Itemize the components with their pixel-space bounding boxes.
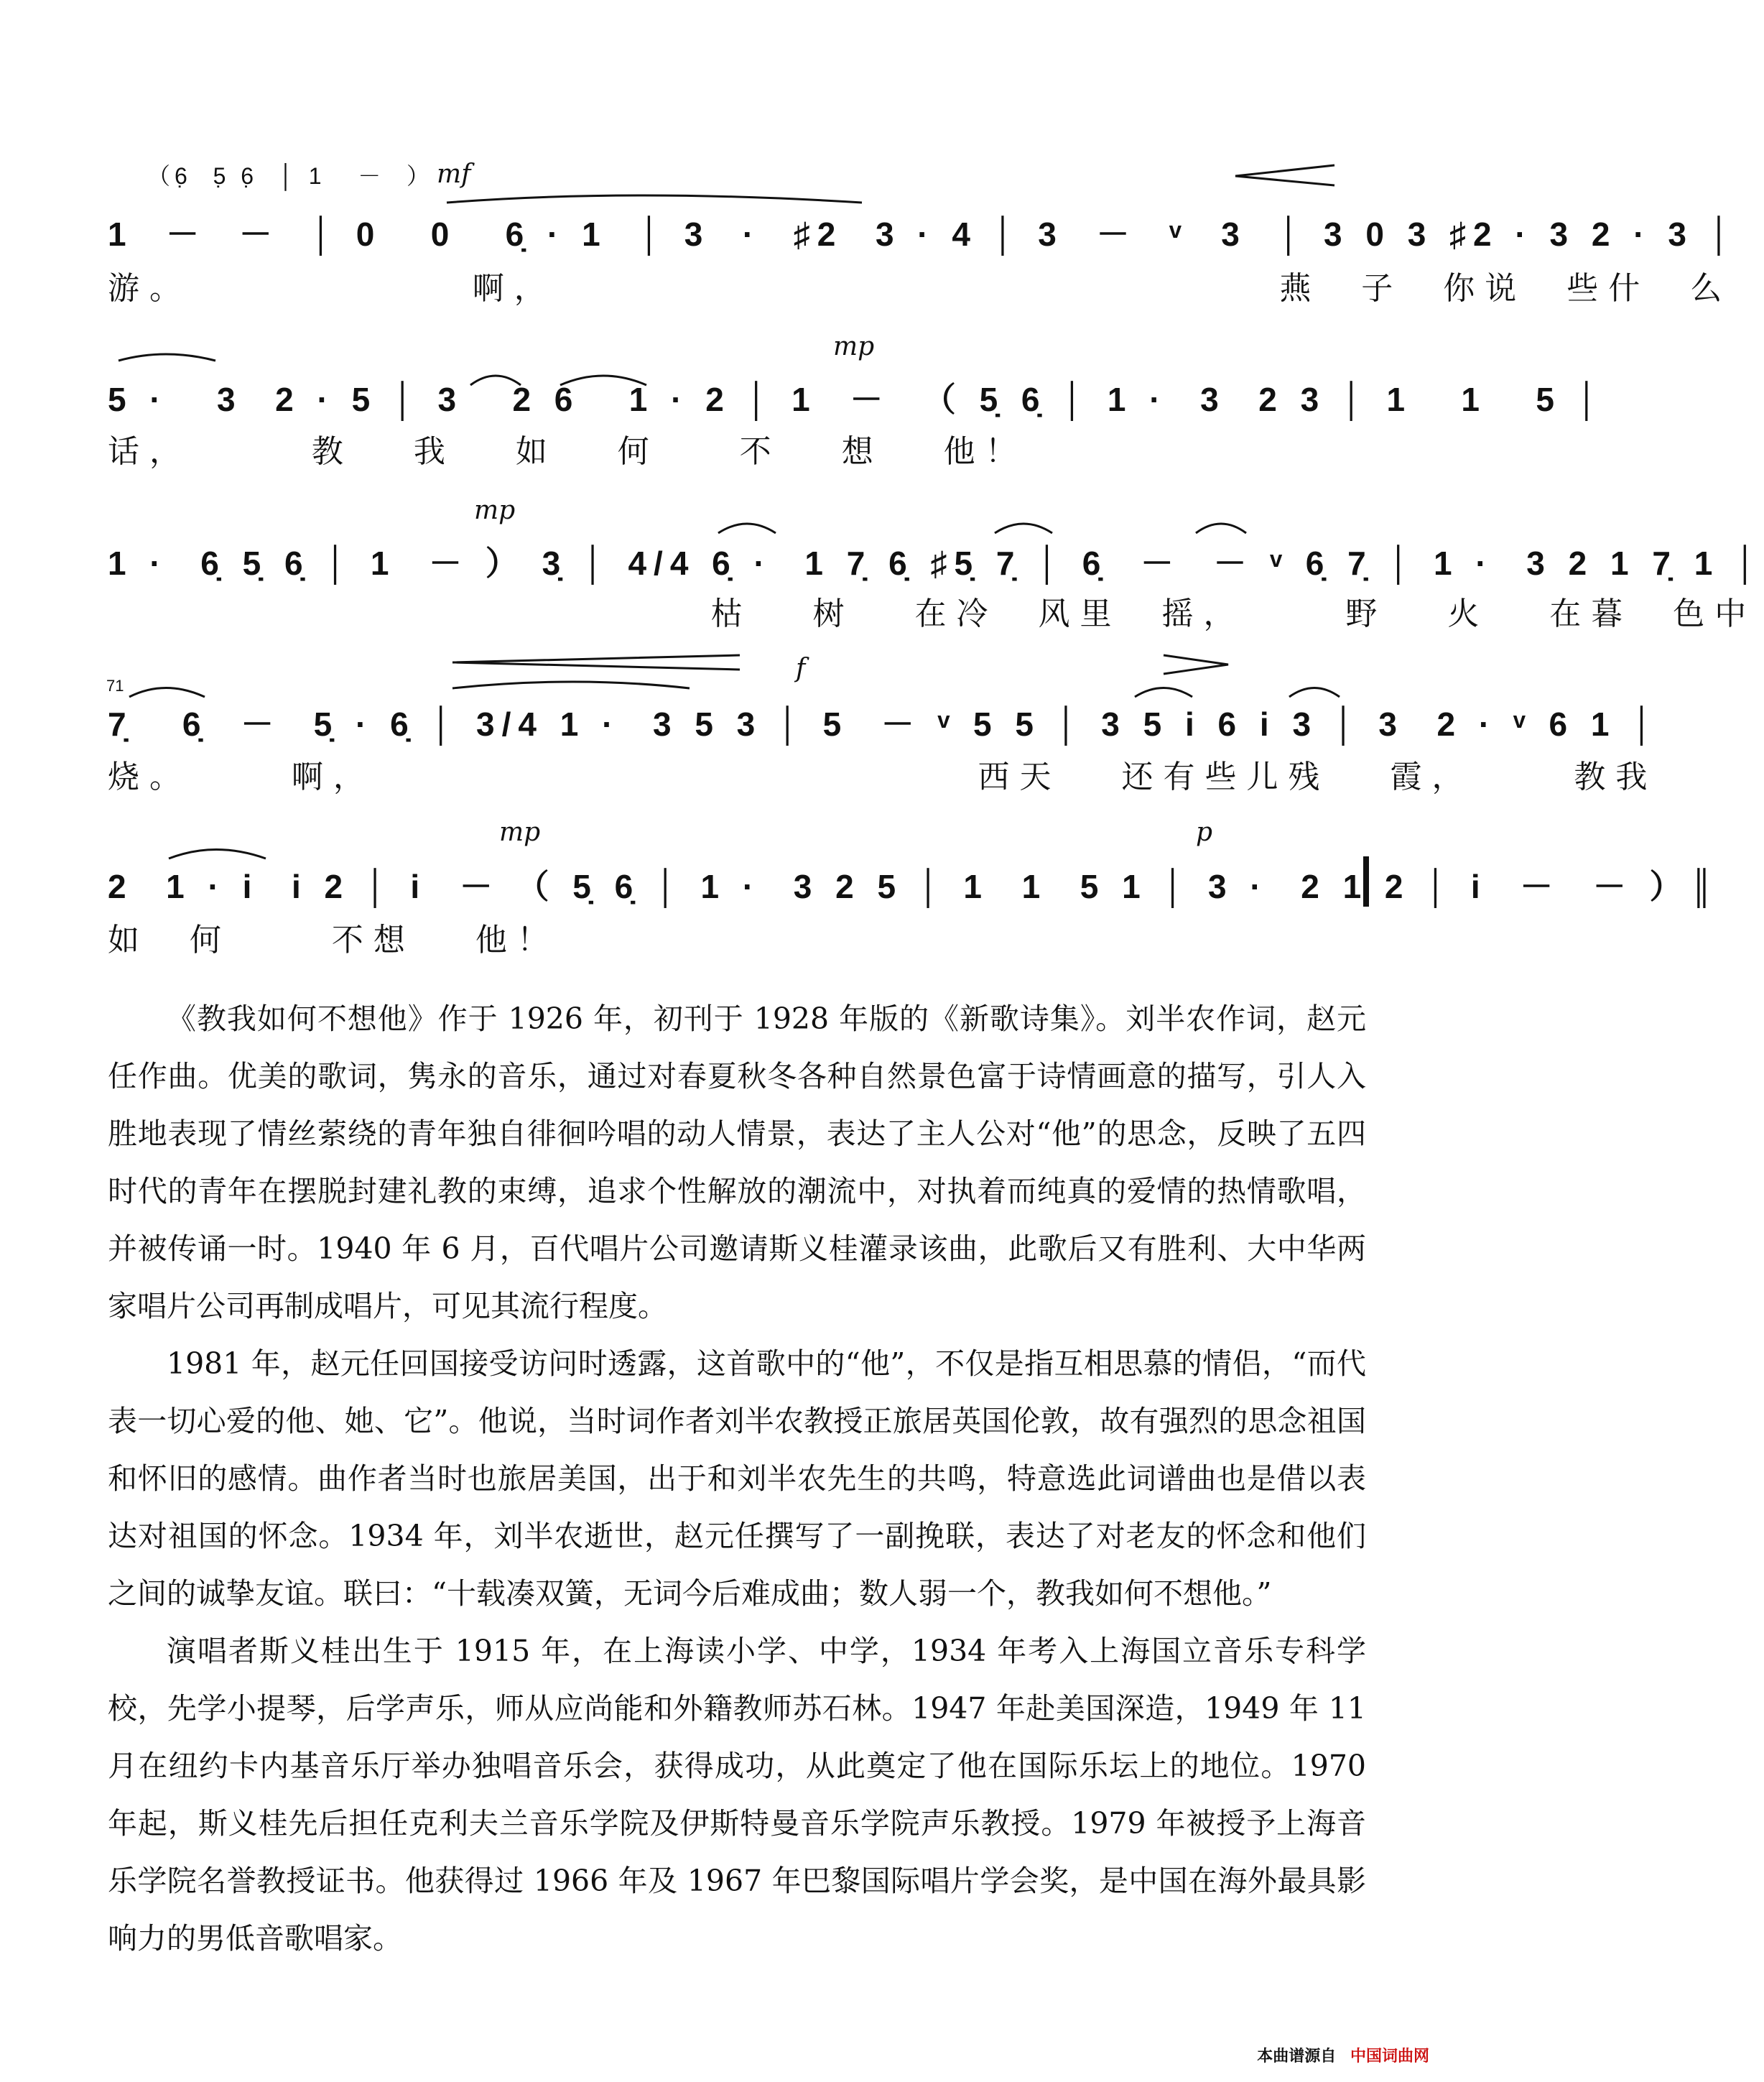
article-body — [108, 990, 1366, 1967]
dynamic-p: p — [1196, 818, 1213, 847]
lyric-line-4: 烧。 啊， 西天 还有些儿残 霞， 教我 — [108, 759, 1658, 795]
paragraph-3: 演唱者斯义桂出生于 1915 年，在上海读小学、中学，1934 年考入上海国立音乐专科学校，先学小提琴，后学声乐，师从应尚能和外籍教师苏石林。1947 年赴美国深造，1949 年 11 月在纽约卡内基音乐厅举办独唱音乐会，获得成功，从此奠定了他在国际乐坛上的地位。1970 年起，斯义桂先后担任克利夫兰音乐学院及伊斯特曼音乐学院声乐教授。1979 年被授予上海音乐学院名誉教授证书。他获得过 1966 年及 1967 年巴黎国际唱片学会奖，是中国在海外最具影响力的男低音歌唱家。 — [108, 1634, 1366, 1956]
paragraph-2: 1981 年，赵元任回国接受访问时透露，这首歌中的“他”，不仅是指互相思慕的情侣，“而代表一切心爱的他、她、它”。他说，当时词作者刘半农教授正旅居英国伦敦，故有强烈的思念祖国和怀旧的感情。曲作者当时也旅居美国，出于和刘半农先生的共鸣，特意选此词谱曲也是借以表达对祖国的怀念。1934 年，刘半农逝世，赵元任撰写了一副挽联，表达了对老友的怀念和他们之间的诚挚友谊。联曰：“十载凑双簧，无词今后难成曲；数人弱一个，教我如何不想他。” — [108, 1346, 1366, 1611]
score-system-3: 1 · 6̣ 5̣ 6̣ │ 1 － ） 3̣ │ 4/4 6̣ · 1 7̣ 6̣ ♯5̣ 7̣ │ 6̣ － － ᵛ 6̣ 7̣ │ 1 · 3 2 1 7̣ 1 │ — [108, 545, 1764, 582]
dynamic-f: f — [796, 654, 806, 683]
score-system-1: 1 － － │ 0 0 6̣ · 1 │ 3 · ♯2 3 · 4 │ 3 － ᵛ 3 │ 3 0 3 ♯2 · 3 2 · 3 │ — [108, 216, 1738, 253]
dynamic-mp: mp — [474, 496, 516, 525]
phrase-slur-4 — [452, 682, 690, 688]
dynamic-mf: mf — [437, 159, 471, 189]
lyric-line-5: 如 何 不想 他！ — [108, 922, 559, 958]
dynamic-mp: mp — [499, 818, 541, 847]
dynamic-mp: mp — [833, 332, 875, 361]
measure-number: 71 — [106, 677, 124, 695]
slur-4a — [129, 688, 205, 698]
slur-4b — [1135, 688, 1192, 698]
slur-4c — [1289, 688, 1340, 698]
score-system-2: 5 · 3 2 · 5 │ 3 2 6 1 · 2 │ 1 － （ 5̣ 6̣ │ 1 · 3 2 3 │ 1 1 5 │ — [108, 381, 1606, 418]
score-system-5: 2 1 · i i 2 │ i － （ 5̣ 6̣ │ 1 · 3 2 5 │ 1 1 5 1 │ 3 · 2 1 2 │ i － － ）║ — [108, 868, 1721, 905]
paragraph-1: 《教我如何不想他》作于 1926 年，初刊于 1928 年版的《新歌诗集》。刘半农作词，赵元任作曲。优美的歌词，隽永的音乐，通过对春夏秋冬各种自然景色富于诗情画意的描写，引人入胜地表现了情丝萦绕的青年独自徘徊吟唱的动人情景，表达了主人公对“他”的思念，反映了五四时代的青年在摆脱封建礼教的束缚，追求个性解放的潮流中，对执着而纯真的爱情的热情歌唱，并被传诵一时。1940 年 6 月，百代唱片公司邀请斯义桂灌录该曲，此歌后又有胜利、大中华两家唱片公司再制成唱片，可见其流行程度。 — [108, 1001, 1366, 1323]
lyric-line-1: 游。 啊， 燕 子 你说 些什 么 — [108, 270, 1732, 307]
slur-3a — [718, 524, 776, 533]
decrescendo-4 — [1164, 655, 1228, 674]
source-label: 本曲谱源自 — [1257, 2048, 1337, 2065]
crescendo-4 — [452, 655, 740, 670]
slur-5a — [169, 850, 266, 859]
slur-3b — [995, 524, 1052, 533]
site-link[interactable]: 中国词曲网 — [1350, 2048, 1429, 2065]
lyric-line-3: 枯 树 在冷 风里 摇， 野 火 在暮 色中 — [108, 596, 1757, 632]
phrase-slur-1 — [447, 195, 862, 203]
crescendo-1 — [1235, 165, 1334, 185]
slur-3c — [1196, 524, 1246, 533]
score-system-4: 7̣ 6̣ － 5̣ · 6̣ │ 3/4 1 · 3 5 3 │ 5 － ᵛ 5 5 │ 3 5 i 6 i 3 │ 3 2 · ᵛ 6 1 │ — [108, 705, 1661, 743]
lyric-line-2: 话， 教 我 如 何 不 想 他！ — [108, 433, 1027, 470]
slur-2a — [119, 354, 215, 361]
source-footer — [1257, 2044, 1429, 2066]
score-intro-line: （6̣ 5̣ 6̣ │ 1 － ） — [147, 163, 434, 189]
